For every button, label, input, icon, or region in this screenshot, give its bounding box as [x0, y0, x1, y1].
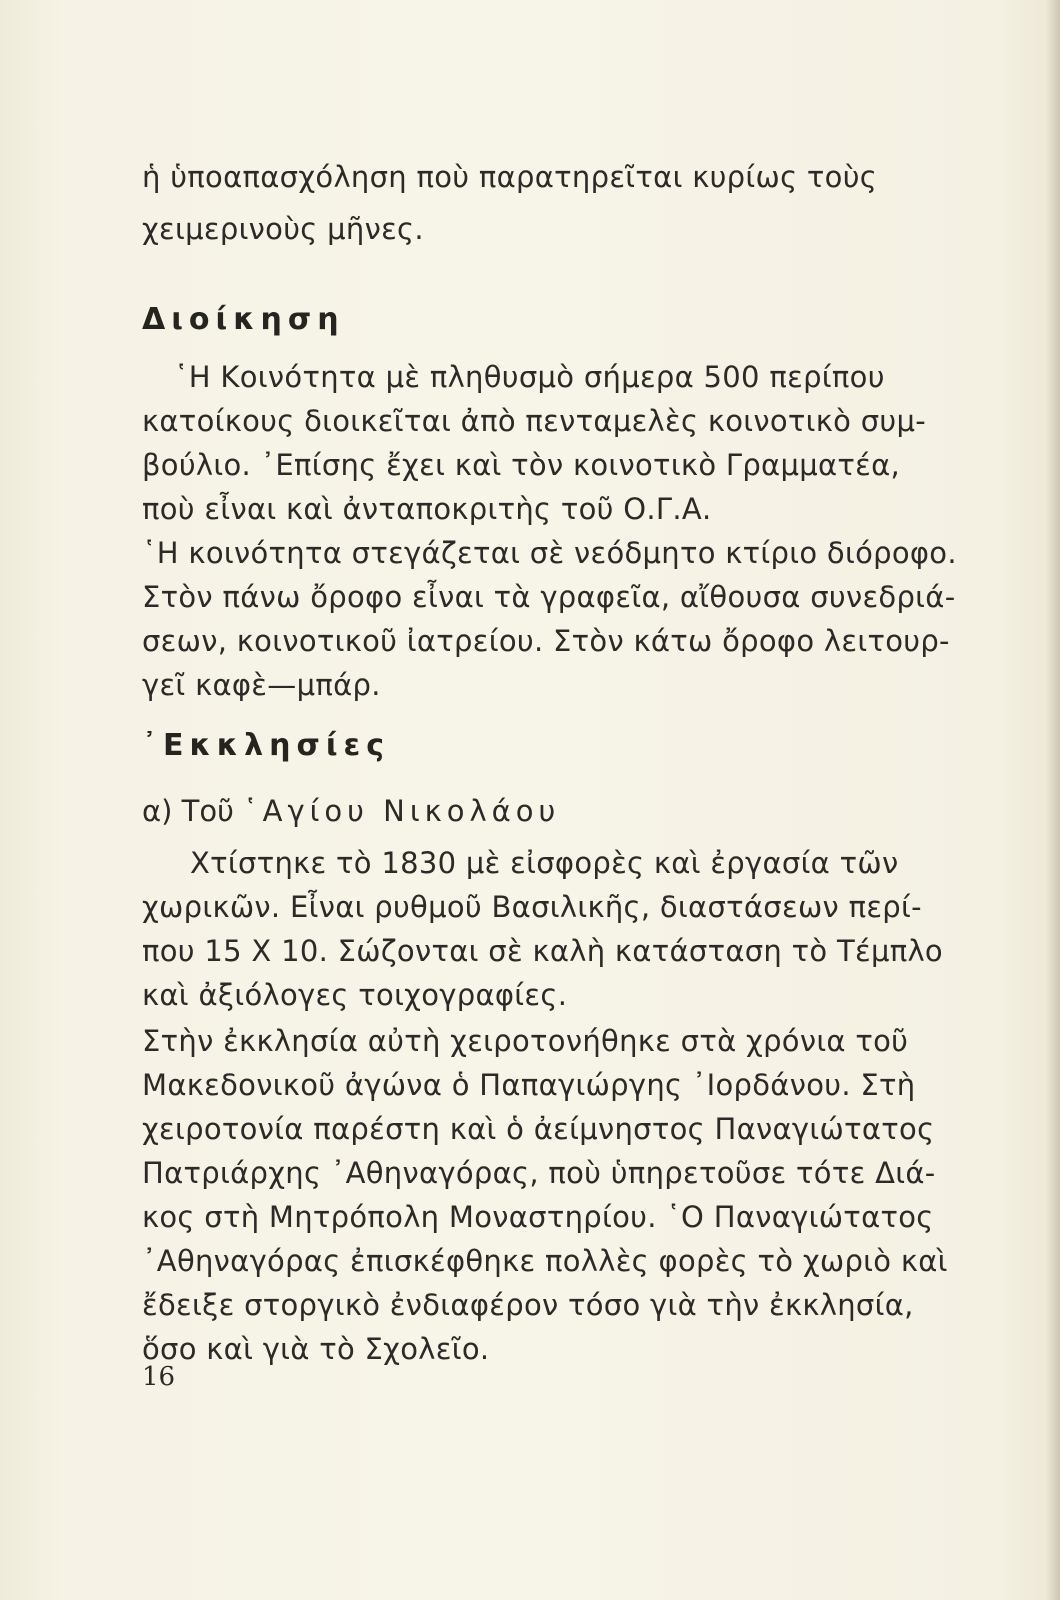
text-line: Στὴν ἐκκλησία αὐτὴ χειροτονήθηκε στὰ χρόνια τοῦ: [142, 1024, 909, 1058]
text-line: Στὸν πάνω ὄροφο εἶναι τὰ γραφεῖα, αἴθουσα συνεδριά-: [142, 580, 956, 614]
text-line: σεων, κοινοτικοῦ ἰατρείου. Στὸν κάτω ὄροφο λειτουρ-: [142, 624, 950, 658]
text-line: χειμερινοὺς μῆνες.: [142, 212, 424, 246]
binding-shadow: [1046, 0, 1060, 1600]
text-line: ποὺ εἶναι καὶ ἀνταποκριτὴς τοῦ Ο.Γ.Α.: [142, 492, 712, 526]
subsection-prefix: α) Τοῦ: [142, 794, 234, 828]
page-number: 16: [142, 1362, 176, 1392]
text-line: ῾Η Κοινότητα μὲ πληθυσμὸ σήμερα 500 περίπου: [174, 360, 885, 394]
section-heading-ekklisies: ᾿Εκκλησίες: [142, 728, 390, 763]
text-line: κατοίκους διοικεῖται ἀπὸ πενταμελὲς κοινοτικὸ συμ-: [142, 404, 927, 438]
text-line: που 15 Χ 10. Σώζονται σὲ καλὴ κατάσταση τὸ Τέμπλο: [142, 934, 943, 968]
text-line: γεῖ καφὲ—μπάρ.: [142, 668, 381, 702]
subsection-heading-agios-nikolaos: [142, 794, 560, 828]
text-line: ἡ ὑποαπασχόληση ποὺ παρατηρεῖται κυρίως τοὺς: [142, 160, 878, 194]
section-heading-dioikisi: Διοίκηση: [142, 302, 345, 337]
text-line: ῾Η κοινότητα στεγάζεται σὲ νεόδμητο κτίριο διόροφο.: [142, 536, 957, 570]
text-line: χωρικῶν. Εἶναι ρυθμοῦ Βασιλικῆς, διαστάσεων περί-: [142, 890, 922, 924]
text-line: καὶ ἀξιόλογες τοιχογραφίες.: [142, 978, 568, 1012]
text-line: ᾿Αθηναγόρας ἐπισκέφθηκε πολλὲς φορὲς τὸ χωριὸ καὶ: [142, 1244, 948, 1278]
text-line: ἔδειξε στοργικὸ ἐνδιαφέρον τόσο γιὰ τὴν ἐκκλησία,: [142, 1288, 914, 1322]
text-line: Μακεδονικοῦ ἀγώνα ὁ Παπαγιώργης ᾿Ιορδάνου. Στὴ: [142, 1068, 916, 1102]
text-line: ὅσο καὶ γιὰ τὸ Σχολεῖο.: [142, 1332, 490, 1366]
text-line: Πατριάρχης ᾿Αθηναγόρας, ποὺ ὑπηρετοῦσε τότε Διά-: [142, 1156, 936, 1190]
text-line: κος στὴ Μητρόπολη Μοναστηρίου. ῾Ο Παναγιώτατος: [142, 1200, 934, 1234]
text-line: Χτίστηκε τὸ 1830 μὲ εἰσφορὲς καὶ ἐργασία τῶν: [190, 846, 899, 880]
text-line: χειροτονία παρέστη καὶ ὁ ἀείμνηστος Παναγιώτατος: [142, 1112, 935, 1146]
text-line: βούλιο. ᾿Επίσης ἔχει καὶ τὸν κοινοτικὸ Γραμματέα,: [142, 448, 901, 482]
subsection-name: ῾Αγίου Νικολάου: [243, 794, 561, 828]
